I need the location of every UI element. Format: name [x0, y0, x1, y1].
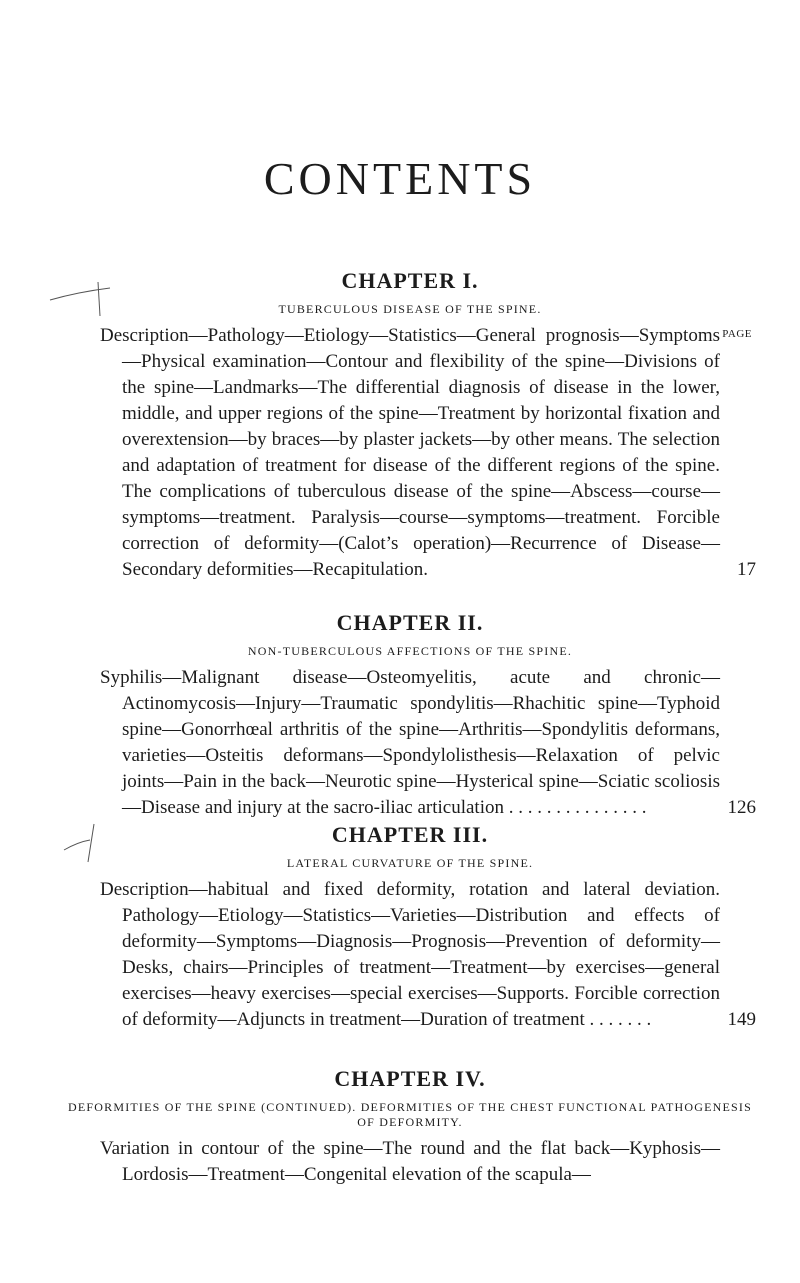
- chapter-subtitle: NON-TUBERCULOUS AFFECTIONS OF THE SPINE.: [247, 644, 573, 658]
- chapter-2: [100, 610, 756, 821]
- chapter-heading: CHAPTER I.: [341, 268, 479, 293]
- chapter-1: [100, 268, 756, 583]
- pencil-mark: [60, 820, 130, 864]
- entry-text: Description—Pathology—Etiology—Statistics—General prognosis—Symptoms—Physical examination—Contour and flexibility of the spine—Divisions of the spine—Landmarks—The differential diagnosis of disease in the lower, middle, and upper regions of the spine—Treatment by horizontal fixation and overextension—by braces—by plaster jackets—by other means. The selection and adaptation of treatment for disease of the different regions of the spine. The complications of tuberculous disease of the spine—Abscess—course—symptoms—treatment. Paralysis—course—symptoms—treatment. Forcible correction of deformity—(Calot’s operation)—Recurrence of Disease—Secondary deformities—Recapitulation.: [100, 325, 720, 580]
- chapter-subtitle: TUBERCULOUS DISEASE OF THE SPINE.: [278, 302, 542, 316]
- entry-text: Description—habitual and fixed deformity, rotation and lateral deviation. Pathology—Etiology—Statistics—Varieties—Distribution and effects of deformity—Symptoms—Diagnosis—Prognosis—Prevention of deformity—Desks, chairs—Principles of treatment—Treatment—by exercises—general exercises—heavy exercises—special exercises—Supports. Forcible correction of deformity—Adjuncts in treatment—Duration of treatment . . . . . . .: [100, 879, 720, 1030]
- chapter-heading: CHAPTER IV.: [334, 1066, 486, 1091]
- page-title: CONTENTS: [263, 153, 537, 204]
- chapter-heading: CHAPTER II.: [336, 610, 484, 635]
- entry-text: Variation in contour of the spine—The round and the flat back—Kyphosis—Lordosis—Treatment—Congenital elevation of the scapula—: [100, 1138, 720, 1185]
- chapter-subtitle: DEFORMITIES OF THE SPINE (CONTINUED). DEFORMITIES OF THE CHEST FUNCTIONAL PATHOGENESIS OF DEFORMITY.: [67, 1100, 752, 1129]
- page-column-label: PAGE: [722, 328, 752, 340]
- chapter-entry: [100, 665, 756, 821]
- chapter-4: [67, 1066, 752, 1188]
- entry-text: Syphilis—Malignant disease—Osteomyelitis, acute and chronic—Actinomycosis—Injury—Traumatic spondylitis—Rhachitic spine—Typhoid spine—Gonorrhœal arthritis of the spine—Arthritis—Spondylitis deformans, varieties—Osteitis deformans—Spondylolisthesis—Relaxation of pelvic joints—Pain in the back—Neurotic spine—Hysterical spine—Sciatic scoliosis—Disease and injury at the sacro-iliac articulation . . . . . . . . . . . . . . .: [100, 667, 720, 818]
- pencil-mark: [48, 278, 118, 318]
- chapter-3: [100, 822, 756, 1033]
- entry-page-number: 126: [727, 797, 756, 818]
- entry-page-number: 17: [737, 559, 756, 580]
- chapter-entry: [100, 1136, 720, 1188]
- entry-page-number: 149: [727, 1009, 756, 1030]
- chapter-subtitle: LATERAL CURVATURE OF THE SPINE.: [286, 856, 534, 870]
- chapter-heading: CHAPTER III.: [331, 822, 489, 847]
- chapter-entry: [100, 877, 756, 1033]
